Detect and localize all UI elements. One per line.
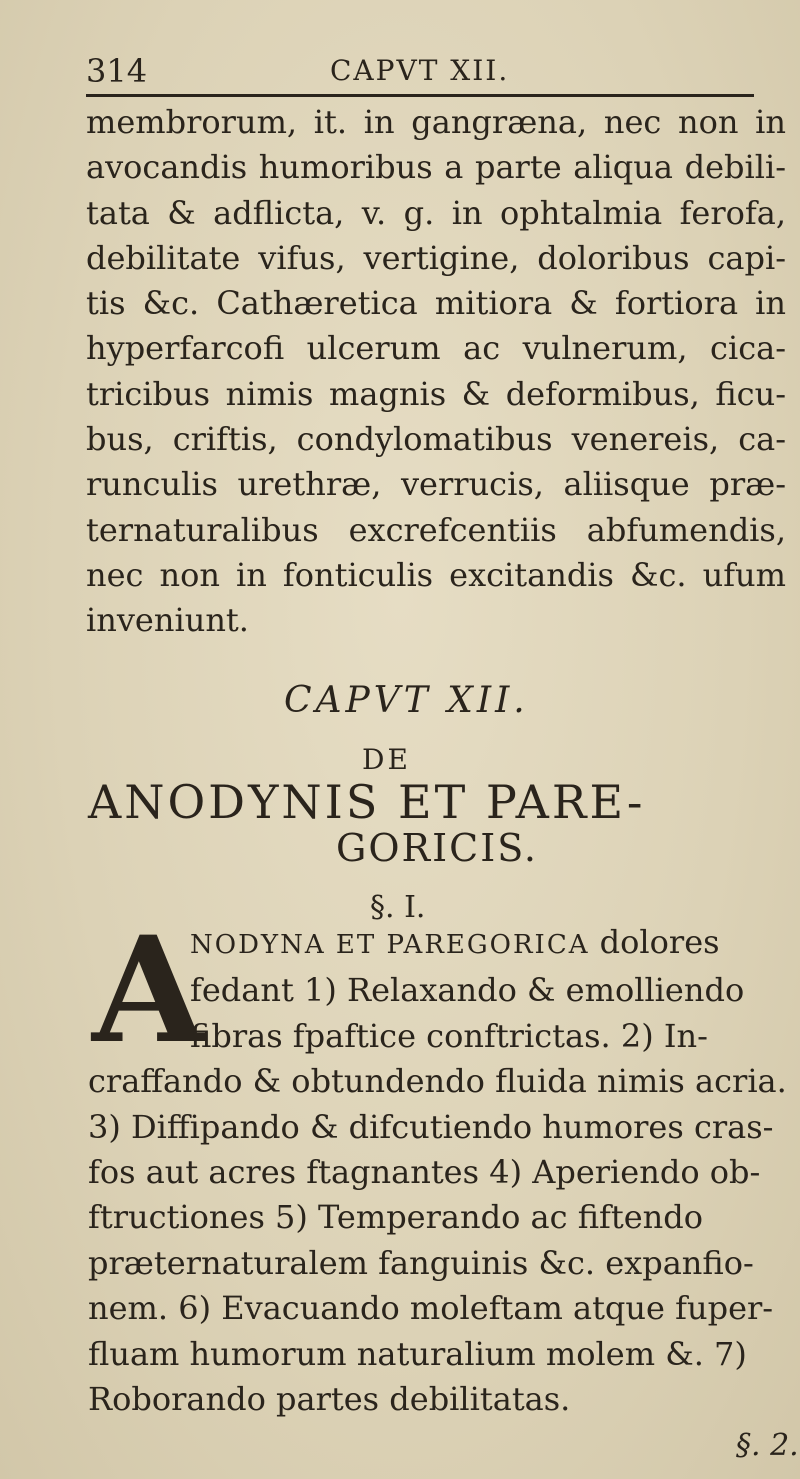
text-line: fibras fpaftice conftrictas. 2) In-: [190, 1016, 708, 1055]
continued-paragraph: [86, 100, 786, 644]
text-line: Roborando partes debilitatas.: [88, 1380, 571, 1419]
running-title: CAPVT XII.: [330, 54, 510, 87]
text-line: membrorum, it. in gangræna, nec non in: [86, 103, 786, 141]
catchword: §. 2.: [736, 1428, 799, 1463]
text-line: ternaturalibus excrefcentiis abfumendis,: [86, 510, 786, 549]
chapter-title-line1: ANODYNIS ET PARE-: [88, 775, 646, 829]
chapter-label: CAPVT XII.: [284, 680, 529, 721]
text-line: nec non in fonticulis excitandis &c. ufum: [86, 555, 786, 594]
text-line: runculis urethræ, verrucis, aliisque præ-: [86, 465, 786, 504]
text-line: ftructiones 5) Temperando ac fiftendo: [88, 1198, 704, 1237]
text-line: nem. 6) Evacuando moleftam atque fuper-: [88, 1289, 774, 1328]
text-line: fedant 1) Relaxando & emolliendo: [190, 971, 745, 1010]
text-line: tata & adflicta, v. g. in ophtalmia ferofa,: [86, 193, 786, 232]
chapter-de: DE: [362, 743, 411, 776]
text-line: tis &c. Cathæretica mitiora & fortiora in: [86, 284, 786, 323]
chapter-title-line2: GORICIS.: [336, 826, 538, 870]
drop-cap: A: [92, 905, 206, 1076]
text-line: hyperfarcofi ulcerum ac vulnerum, cica-: [86, 329, 786, 368]
section-paragraph: [88, 905, 788, 1422]
page-number: 314: [86, 52, 148, 90]
page-header: [86, 50, 754, 97]
text-line: craffando & obtundendo fluida nimis acria.: [88, 1062, 787, 1101]
text-line: fos aut acres ftagnantes 4) Aperiendo ob-: [88, 1153, 761, 1192]
text-line: fluam humorum naturalium molem &. 7): [88, 1334, 747, 1373]
lead-smallcaps: NODYNA ET PAREGORICA: [190, 930, 590, 960]
text-line: avocandis humoribus a parte aliqua debili-: [86, 148, 786, 187]
section-mark: §. I.: [370, 890, 426, 925]
text-line: tricibus nimis magnis & deformibus, ficu-: [86, 374, 786, 413]
text-line: [88, 920, 788, 968]
lead-rest: dolores: [589, 923, 720, 961]
text-line: 3) Diffipando & difcutiendo humores cras-: [88, 1107, 774, 1146]
text-line: inveniunt.: [86, 601, 249, 640]
text-line: præternaturalem fanguinis &c. expanfio-: [88, 1243, 754, 1282]
text-line: debilitate vifus, vertigine, doloribus capi-: [86, 238, 786, 277]
text-line: bus, criftis, condylomatibus venereis, ca-: [86, 420, 786, 459]
